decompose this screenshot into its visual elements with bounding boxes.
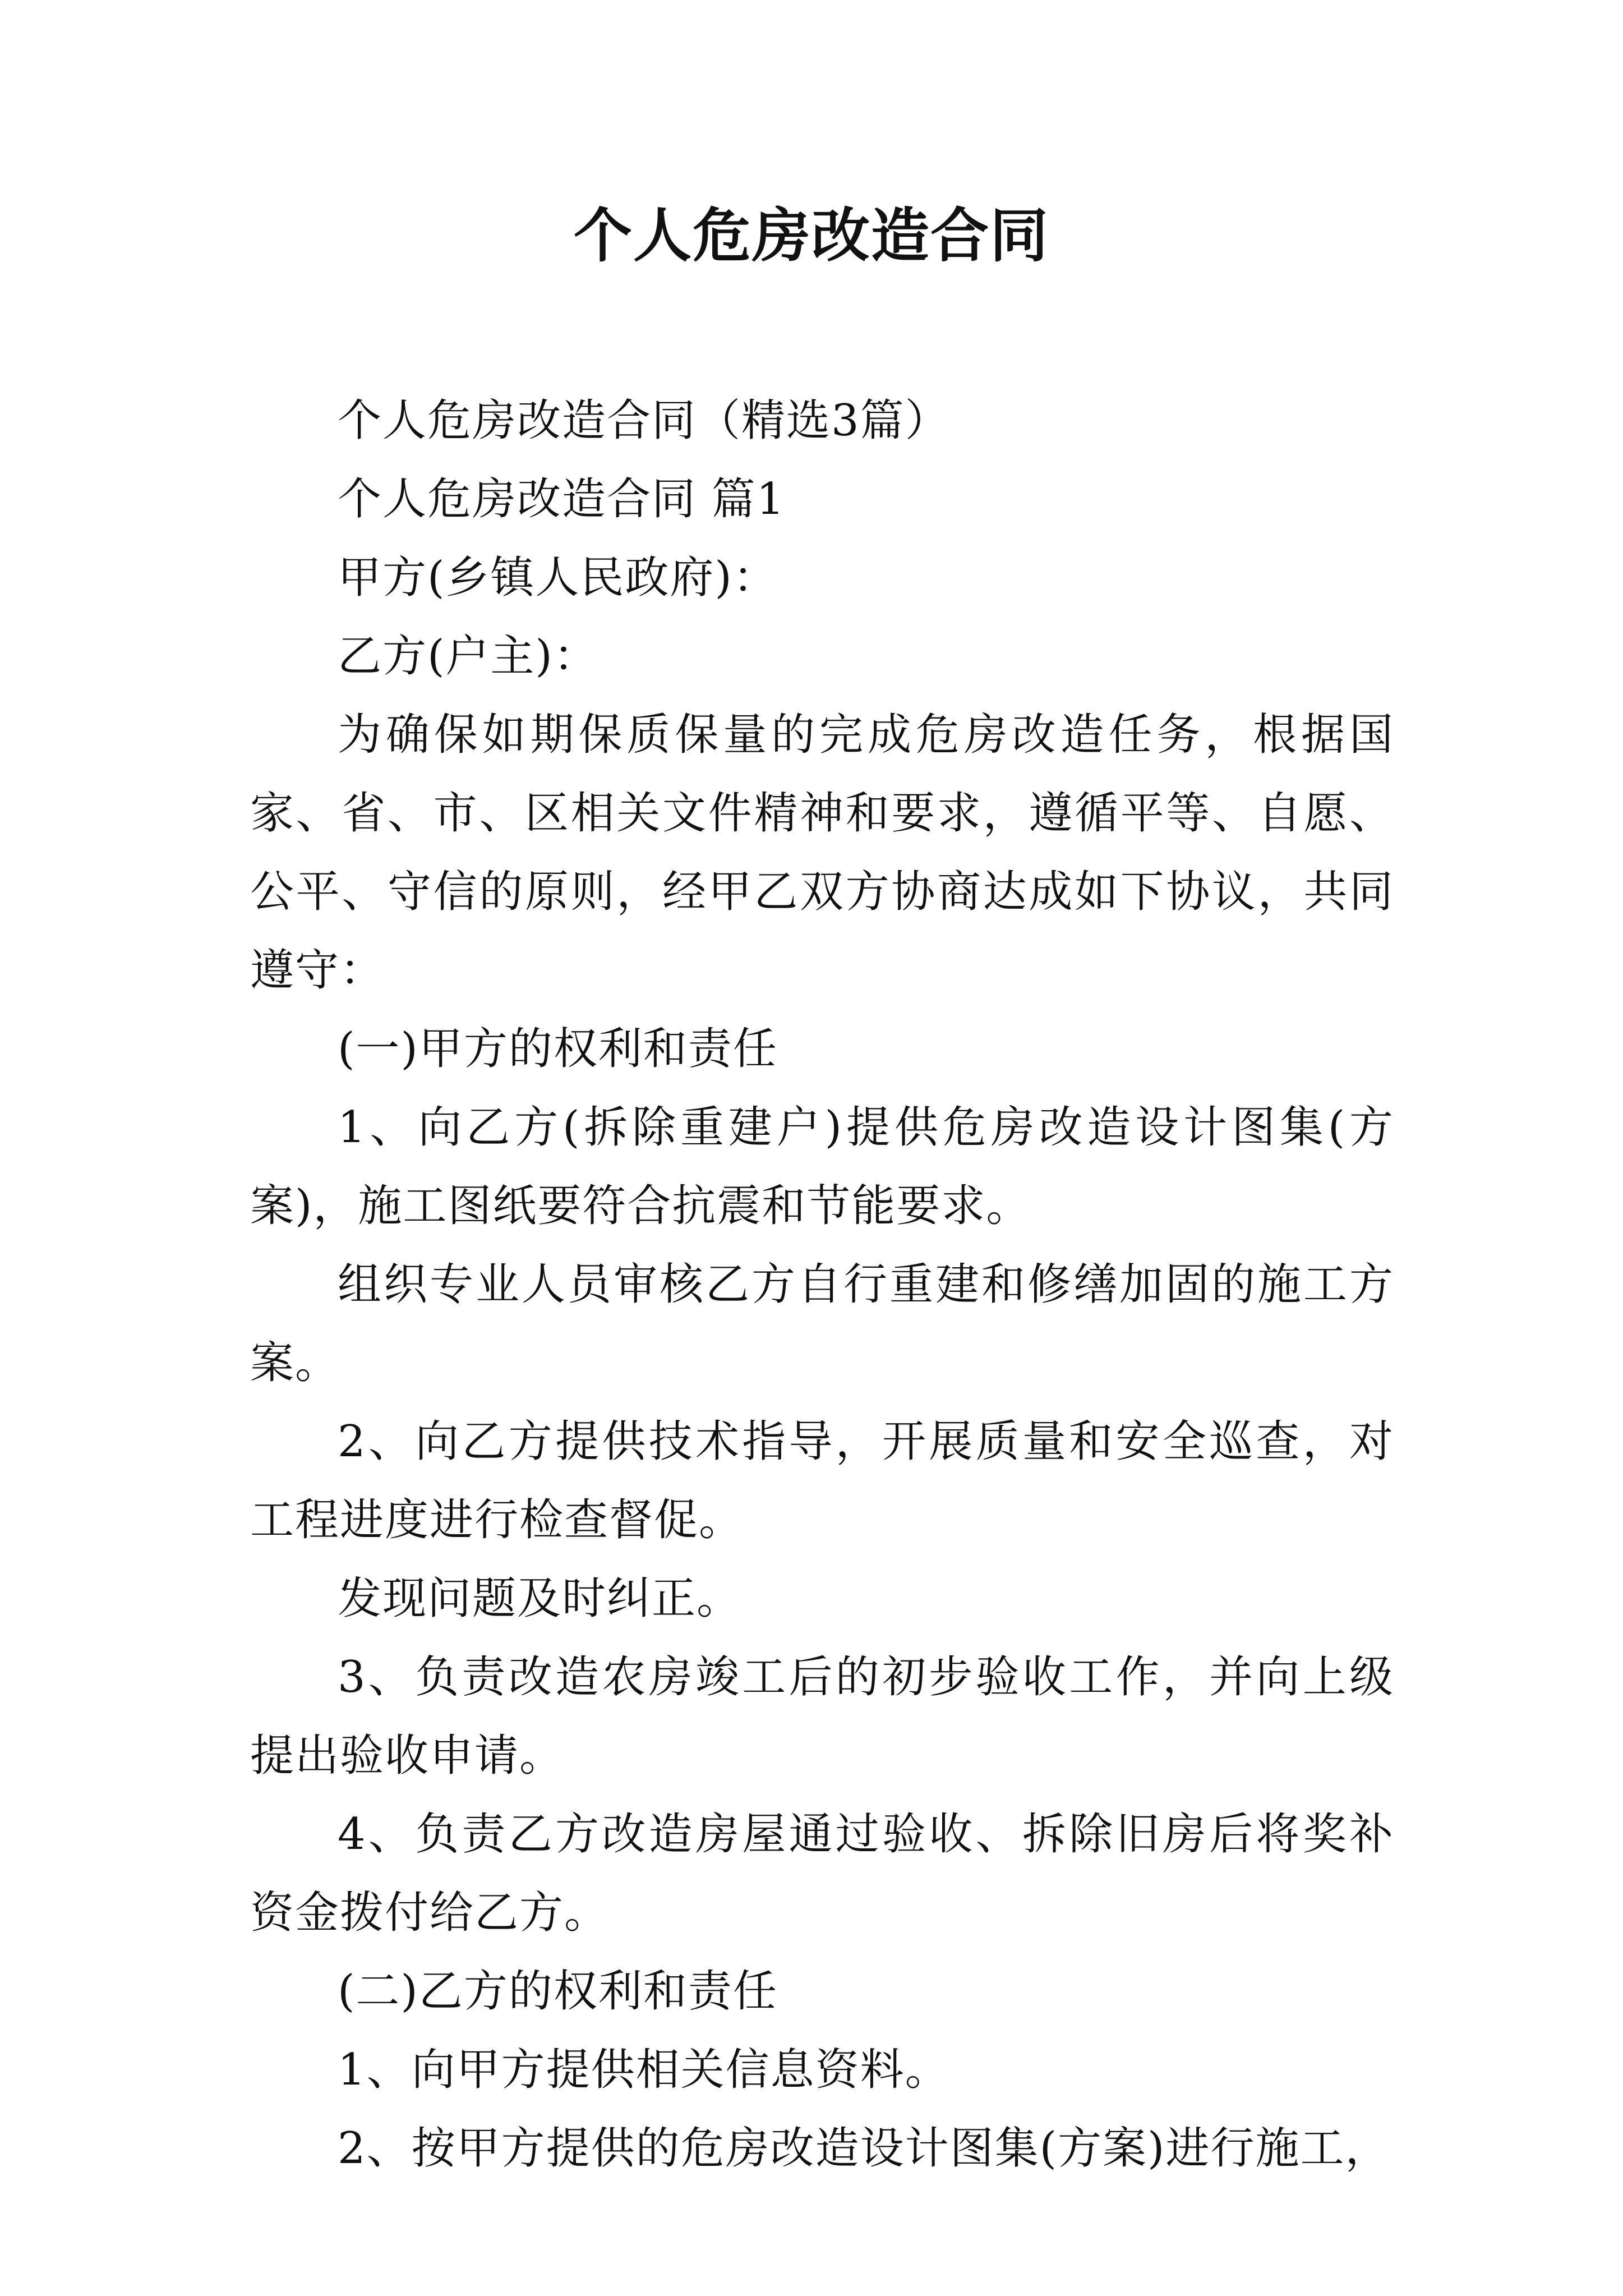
document-body: [250, 381, 1394, 2188]
paragraph-preamble: 为确保如期保质保量的完成危房改造任务，根据国家、省、市、区相关文件精神和要求，遵循平等、自愿、公平、守信的原则，经甲乙双方协商达成如下协议，共同遵守：: [250, 710, 1394, 996]
paragraph-section-heading: 个人危房改造合同 篇1: [338, 474, 786, 524]
paragraph-a-item-1-cont: 组织专业人员审核乙方自行重建和修缮加固的施工方案。: [250, 1259, 1394, 1388]
paragraph-subtitle: 个人危房改造合同（精选3篇）: [338, 395, 950, 446]
paragraph-b-item-1: 1、向甲方提供相关信息资料。: [338, 2045, 950, 2095]
paragraph-a-item-1: 1、向乙方(拆除重建户)提供危房改造设计图集(方案)，施工图纸要符合抗震和节能要求。: [250, 1102, 1394, 1231]
paragraph-b-item-2: 2、按甲方提供的危房改造设计图集(方案)进行施工，: [338, 2123, 1390, 2174]
paragraph-a-item-2: 2、向乙方提供技术指导，开展质量和安全巡查，对工程进度进行检查督促。: [250, 1416, 1394, 1545]
paragraph-a-item-3: 3、负责改造农房竣工后的初步验收工作，并向上级提出验收申请。: [250, 1652, 1394, 1781]
paragraph-party-b: 乙方(户主)：: [338, 631, 598, 682]
paragraph-a-item-4: 4、负责乙方改造房屋通过验收、拆除旧房后将奖补资金拨付给乙方。: [250, 1809, 1394, 1938]
document-title: 个人危房改造合同: [573, 201, 1049, 270]
paragraph-heading-party-a-rights: (一)甲方的权利和责任: [338, 1024, 778, 1074]
paragraph-heading-party-b-rights: (二)乙方的权利和责任: [338, 1966, 778, 2017]
paragraph-party-a: 甲方(乡镇人民政府)：: [338, 553, 778, 603]
paragraph-a-item-2-cont: 发现问题及时纠正。: [338, 1573, 742, 1624]
